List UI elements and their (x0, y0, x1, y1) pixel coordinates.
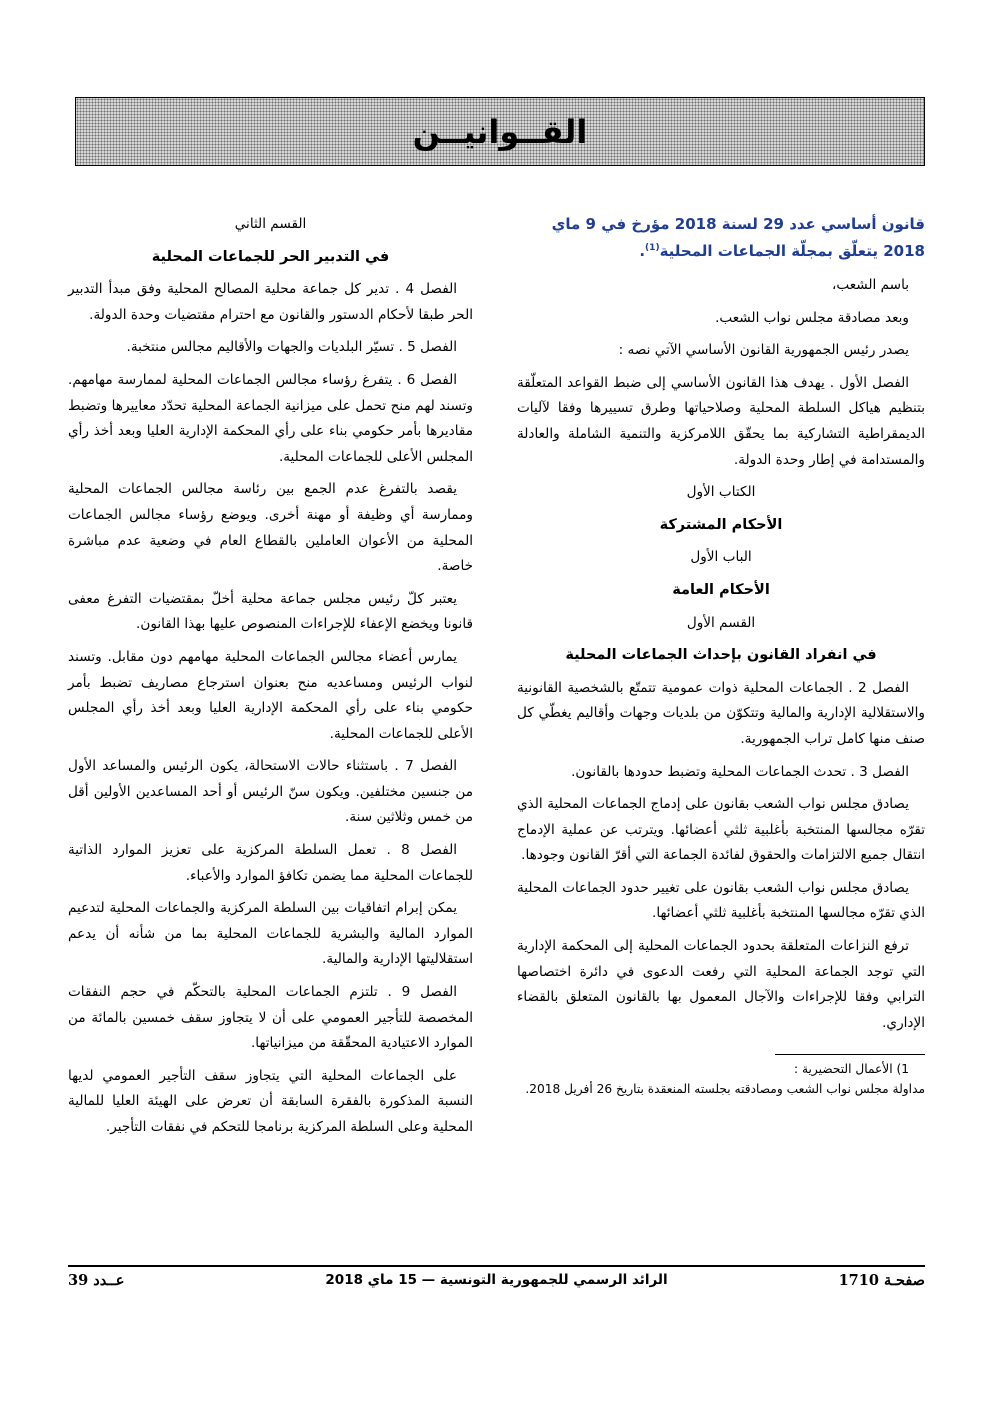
article-5: الفصل 5 . تسيّر البلديات والجهات والأقاليم مجالس منتخبة. (126, 339, 457, 356)
law-title: قانون أساسي عدد 29 لسنة 2018 مؤرخ في 9 ماي 2018 يتعلّق بمجلّة الجماعات المحلية$^{(1)}$. (551, 215, 925, 260)
section-title: القــوانيــن (412, 112, 588, 151)
paragraph-disputes: ترفع النزاعات المتعلقة بحدود الجماعات المحلية إلى المحكمة الإدارية التي توجد الجماعة المحلية التي رفعت الدعوى في دائرة اختصاصها الترابي وفقا للإجراءات والآجال المعمول بها بالقانون المتعلق بالقضاء الإداري. (517, 938, 925, 1031)
section-banner (75, 97, 925, 166)
book-heading: الكتاب الأول (686, 484, 756, 501)
article-1: الفصل الأول . يهدف هذا القانون الأساسي إلى ضبط القواعد المتعلّقة بتنظيم هياكل السلطة المحلية وصلاحياتها وطرق تسييرها وفقا لآليات الديمقراطية التشاركية بما يحقّق اللامركزية والتنمية الشاملة والعادلة والمستدامة في إطار وحدة الدولة. (517, 374, 925, 468)
article-9: الفصل 9 . تلتزم الجماعات المحلية بالتحكّم في حجم النفقات المخصصة للتأجير العمومي على أن لا يتجاوز سقف خمسين بالمائة من الموارد الاعتيادية المحقّقة من ميزانياتها. (68, 984, 473, 1052)
article-7: الفصل 7 . باستثناء حالات الاستحالة، يكون الرئيس والمساعد الأول من جنسين مختلفين. ويكون سنّ الرئيس أو أحد المساعدين الأولين أقل من خمس وثلاثين سنة. (68, 758, 473, 826)
intro-promulgation: يصدر رئيس الجمهورية القانون الأساسي الآتي نصه : (618, 342, 909, 359)
footer-divider (68, 1265, 925, 1267)
paragraph-agreements: يمكن إبرام اتفاقيات بين السلطة المركزية والجماعات المحلية لتدعيم الموارد المالية والبشرية للجماعات المحلية بما من شأنه أن يدعم استقلاليتها الإدارية والمالية. (68, 900, 473, 968)
paragraph-exceed: على الجماعات المحلية التي يتجاوز سقف التأجير العمومي لديها النسبة المذكورة بالفقرة السابقة أن تعرض على الهيئة العليا للمالية المحلية وعلى السلطة المركزية برنامجا للتحكم في نفقات التأجير. (68, 1067, 473, 1135)
article-4: الفصل 4 . تدير كل جماعة محلية المصالح المحلية وفق مبدأ التدبير الحر طبقا لأحكام الدستور والقانون مع احترام مقتضيات وحدة الدولة. (68, 281, 473, 323)
footnote-label: 1) الأعمال التحضيرية : (793, 1062, 909, 1077)
article-2: الفصل 2 . الجماعات المحلية ذوات عمومية تتمتّع بالشخصية القانونية والاستقلالية الإدارية والمالية وتتكوّن من بلديات وجهات وأقاليم يغطّي كل صنف منها كامل تراب الجمهورية. (517, 679, 925, 747)
book-title: الأحكام المشتركة (659, 516, 783, 533)
intro-in-name-of-people: باسم الشعب، (831, 277, 909, 293)
section-heading: القسم الأول (686, 614, 756, 631)
paragraph-borders: يصادق مجلس نواب الشعب بقانون على تغيير حدود الجماعات المحلية الذي تقرّه مجالسها المنتخبة بأغلبية ثلثي أعضائها. (517, 879, 925, 922)
footnote-text: مداولة مجلس نواب الشعب ومصادقته بجلسته المنعقدة بتاريخ 26 أفريل 2018. (525, 1082, 925, 1097)
paragraph-full-time: يقصد بالتفرغ عدم الجمع بين رئاسة مجالس الجماعات المحلية وممارسة أي وظيفة أو مهنة أخرى. ويوضع رؤساء مجالس الجماعات المحلية من الأعوان العاملين بالقطاع العام في وضعية عدم مباشرة خاصة. (68, 481, 473, 575)
section-title-2: في التدبير الحر للجماعات المحلية (151, 248, 390, 265)
part-title: الأحكام العامة (672, 581, 770, 598)
section-title-1: في انفراد القانون بإحداث الجماعات المحلية (565, 647, 877, 664)
paragraph-merge: يصادق مجلس نواب الشعب بقانون على إدماج الجماعات المحلية الذي تقرّه مجالسها المنتخبة بأغلبية ثلثي أعضائها. ويترتب عن عملية الإدماج انتقال جميع الالتزامات والحقوق لفائدة الجماعة التي أقرّ القانون وجودها. (517, 796, 925, 864)
intro-approval: وبعد مصادقة مجلس نواب الشعب. (715, 309, 909, 326)
paragraph-resign: يعتبر كلّ رئيس مجلس جماعة محلية أخلّ بمقتضيات التفرغ معفى قانونا ويخضع الإعفاء للإجراءات المنصوص عليها بهذا القانون. (68, 590, 473, 633)
article-6: الفصل 6 . يتفرغ رؤساء مجالس الجماعات المحلية لممارسة مهامهم. وتسند لهم منح تحمل على ميزانية الجماعة المحلية تحدّد معاييرها وتضبط مقاديرها بأمر حكومي بناء على رأي المحكمة الإدارية العليا وبعد أخذ رأي المجلس الأعلى للجماعات المحلية. (68, 371, 473, 465)
left-column (68, 212, 473, 1148)
issue-number: عــدد 39 (68, 1272, 125, 1289)
section-heading-2: القسم الثاني (234, 216, 307, 232)
part-heading: الباب الأول (690, 549, 752, 566)
right-column (517, 212, 925, 1099)
footnote-ref[interactable]: (1) (645, 243, 660, 253)
journal-title-date: الرائد الرسمي للجمهورية التونسية — 15 ماي 2018 (325, 1272, 668, 1288)
paragraph-members: يمارس أعضاء مجالس الجماعات المحلية مهامهم دون مقابل. وتسند لنواب الرئيس ومساعديه منح بعنوان استرجاع مصاريف تضبط بأمر حكومي بناء على رأي المحكمة الإدارية العليا وبعد أخذ رأي المجلس الأعلى للجماعات المحلية. (68, 648, 473, 742)
article-8: الفصل 8 . تعمل السلطة المركزية على تعزيز الموارد الذاتية للجماعات المحلية مما يضمن تكافؤ الموارد والأعباء. (68, 842, 473, 884)
page-number: صفحـة 1710 (838, 1272, 925, 1289)
article-3: الفصل 3 . تحدث الجماعات المحلية وتضبط حدودها بالقانون. (571, 763, 909, 780)
footnote-divider (775, 1054, 925, 1055)
